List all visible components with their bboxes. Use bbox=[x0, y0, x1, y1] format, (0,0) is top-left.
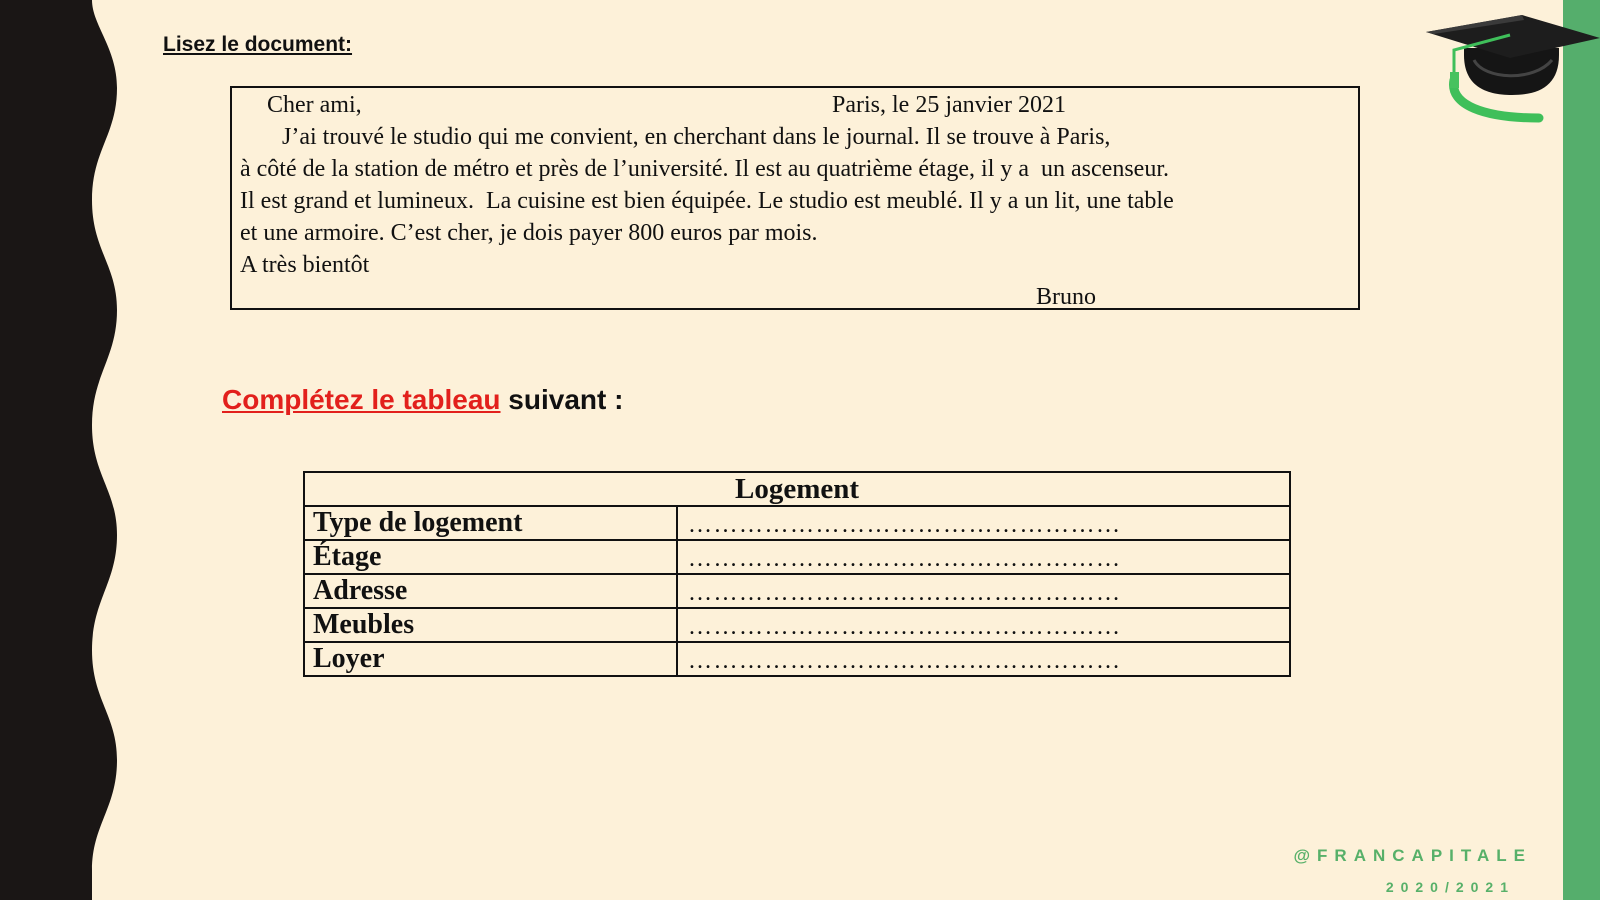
row-label: Loyer bbox=[304, 642, 677, 676]
logement-table bbox=[303, 471, 1291, 677]
instruction-heading: Lisez le document: bbox=[163, 33, 353, 56]
letter-signature: Bruno bbox=[1036, 284, 1096, 310]
answer-blank[interactable]: …………………………………………… bbox=[677, 574, 1290, 608]
row-label: Meubles bbox=[304, 608, 677, 642]
row-label: Étage bbox=[304, 540, 677, 574]
table-row bbox=[304, 642, 1290, 676]
row-label: Adresse bbox=[304, 574, 677, 608]
graduation-cap-icon bbox=[1424, 10, 1600, 125]
table-row bbox=[304, 574, 1290, 608]
answer-blank[interactable]: …………………………………………… bbox=[677, 642, 1290, 676]
letter-box bbox=[230, 86, 1360, 310]
task-heading bbox=[222, 384, 623, 416]
row-label: Type de logement bbox=[304, 506, 677, 540]
letter-line: et une armoire. C’est cher, je dois payer 800 euros par mois. bbox=[240, 220, 818, 246]
letter-line: J’ai trouvé le studio qui me convient, en cherchant dans le journal. Il se trouve à Paris, bbox=[282, 124, 1111, 150]
table-row bbox=[304, 506, 1290, 540]
letter-closing: A très bientôt bbox=[240, 252, 370, 278]
table-row bbox=[304, 608, 1290, 642]
left-wavy-band bbox=[0, 0, 130, 900]
answer-blank[interactable]: …………………………………………… bbox=[677, 540, 1290, 574]
table-row bbox=[304, 540, 1290, 574]
footer-handle: @FRANCAPITALE bbox=[1293, 846, 1532, 865]
task-rest: suivant : bbox=[500, 384, 624, 415]
answer-blank[interactable]: …………………………………………… bbox=[677, 506, 1290, 540]
letter-date: Paris, le 25 janvier 2021 bbox=[832, 92, 1066, 118]
letter-salutation: Cher ami, bbox=[267, 92, 362, 118]
footer-year: 2020/2021 bbox=[1385, 879, 1515, 895]
table-header: Logement bbox=[304, 472, 1290, 506]
table-header-row bbox=[304, 472, 1290, 506]
right-accent-bar bbox=[1563, 0, 1600, 900]
letter-line: à côté de la station de métro et près de l’université. Il est au quatrième étage, il y a un ascenseur. bbox=[240, 156, 1169, 182]
task-highlight: Complétez le tableau bbox=[222, 384, 501, 415]
answer-blank[interactable]: …………………………………………… bbox=[677, 608, 1290, 642]
letter-line: Il est grand et lumineux. La cuisine est bien équipée. Le studio est meublé. Il y a un lit, une table bbox=[240, 188, 1174, 214]
